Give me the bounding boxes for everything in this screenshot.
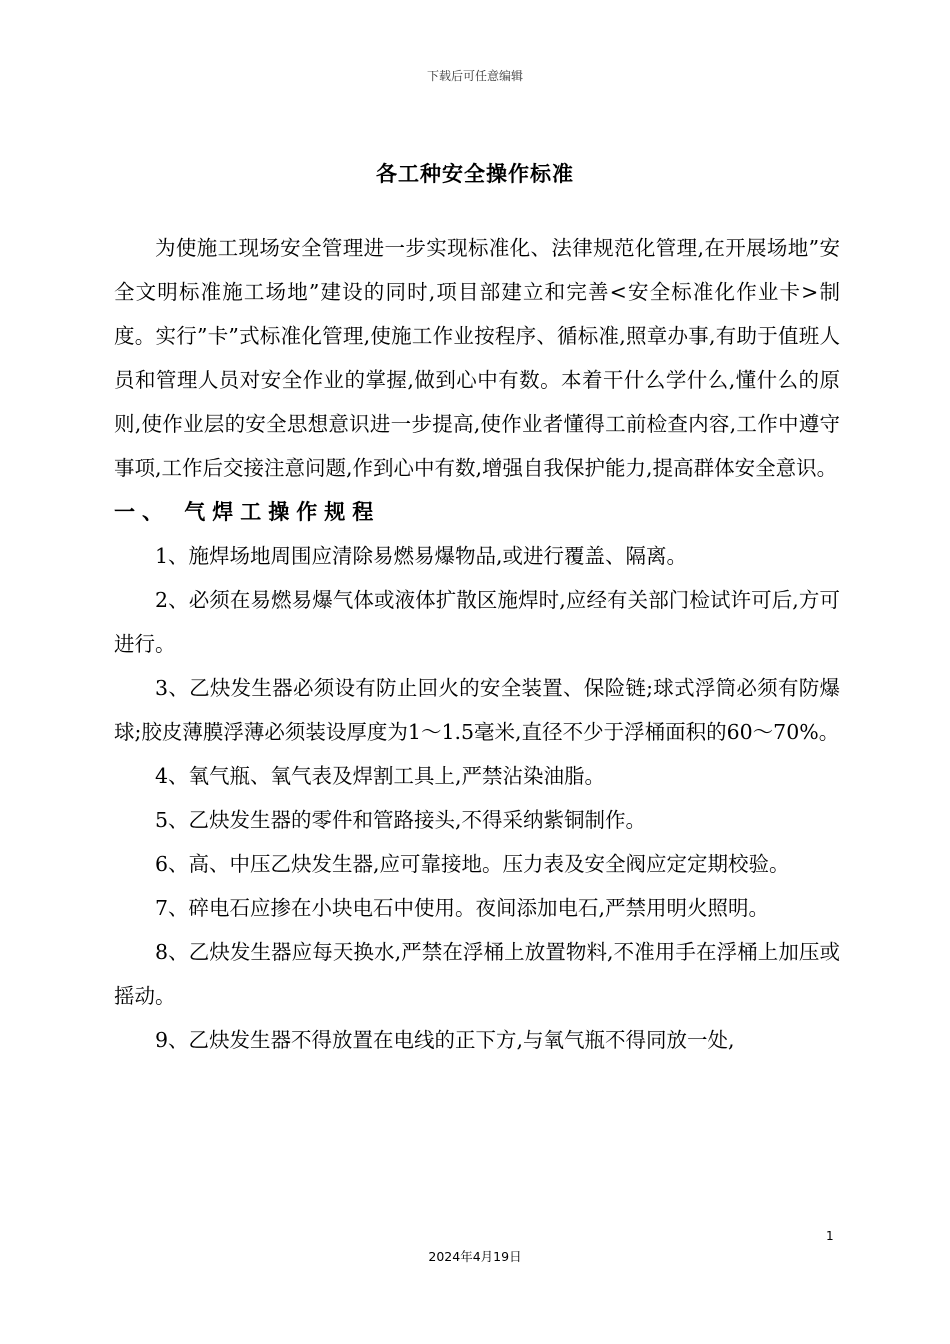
rule-item-6: 6、高、中压乙炔发生器,应可靠接地。压力表及安全阀应定定期校验。 bbox=[155, 852, 790, 876]
rule-item-7: 7、碎电石应掺在小块电石中使用。夜间添加电石,严禁用明火照明。 bbox=[155, 896, 770, 920]
rule-item-8: 8、乙炔发生器应每天换水,严禁在浮桶上放置物料,不准用手在浮桶上加压或摇动。 bbox=[114, 940, 840, 1008]
intro-paragraph: 为使施工现场安全管理进一步实现标准化、法律规范化管理,在开展场地”安全文明标准施工场地”建设的同时,项目部建立和完善<安全标准化作业卡>制度。实行”卡”式标准化管理,使施工作业按程序、循标准,照章办事,有助于值班人员和管理人员对安全作业的掌握,做到心中有数。本着干什么学什么,懂什么的原则,使作业层的安全思想意识进一步提高,使作业者懂得工前检查内容,工作中遵守事项,工作后交接注意问题,作到心中有数,增强自我保护能力,提高群体安全意识。 bbox=[114, 236, 840, 480]
page-number: 1 bbox=[826, 1229, 834, 1243]
rule-item-9: 9、乙炔发生器不得放置在电线的正下方,与氧气瓶不得同放一处, bbox=[155, 1028, 735, 1052]
rule-item-3: 3、乙炔发生器必须设有防止回火的安全装置、保险链;球式浮筒必须有防爆球;胶皮薄膜浮薄必须装设厚度为1～1.5毫米,直径不少于浮桶面积的60～70%。 bbox=[114, 676, 840, 744]
header-note: 下载后可任意编辑 bbox=[426, 69, 523, 83]
rule-item-1: 1、施焊场地周围应清除易燃易爆物品,或进行覆盖、隔离。 bbox=[155, 544, 688, 568]
document-title: 各工种安全操作标准 bbox=[376, 161, 574, 186]
footer-date: 2024年4月19日 bbox=[428, 1249, 522, 1264]
rule-item-4: 4、氧气瓶、氧气表及焊割工具上,严禁沾染油脂。 bbox=[155, 764, 606, 788]
rule-item-2: 2、必须在易燃易爆气体或液体扩散区施焊时,应经有关部门检试许可后,方可进行。 bbox=[114, 588, 840, 656]
document-body bbox=[114, 226, 840, 1062]
section-heading: 一、 气焊工操作规程 bbox=[114, 499, 381, 524]
rule-item-5: 5、乙炔发生器的零件和管路接头,不得采纳紫铜制作。 bbox=[155, 808, 647, 832]
